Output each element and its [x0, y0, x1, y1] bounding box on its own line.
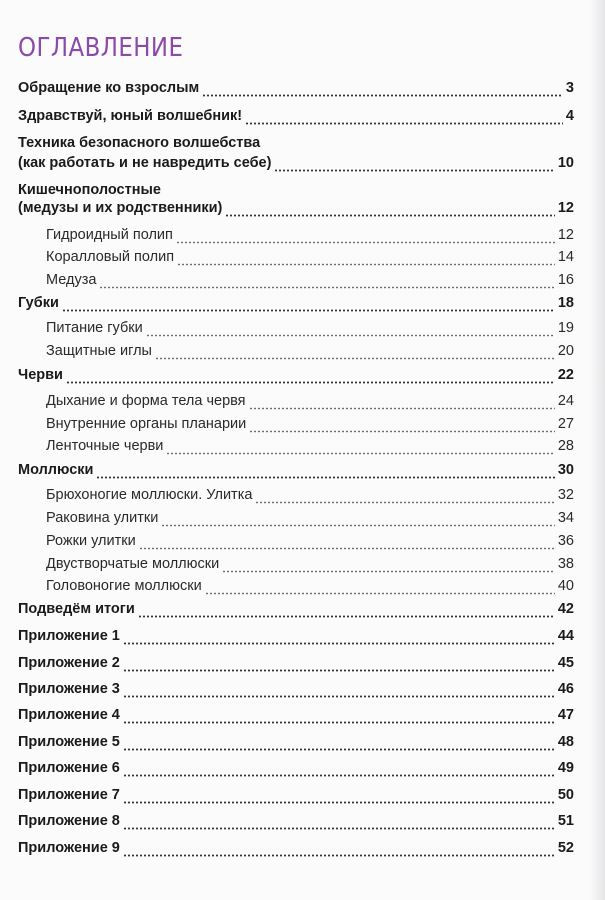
dot-leader — [99, 276, 554, 289]
toc-subentry[interactable] — [46, 437, 574, 455]
toc-entry-label: Головоногие моллюски — [46, 578, 202, 594]
toc-entry-page: 32 — [557, 487, 574, 503]
toc-entry-page: 52 — [557, 840, 574, 856]
toc-entry-label: Черви — [18, 367, 63, 383]
toc-entry-page: 14 — [557, 249, 574, 265]
toc-entry-page: 12 — [557, 200, 574, 216]
toc-entry[interactable] — [18, 199, 574, 217]
toc-subentry[interactable] — [46, 532, 574, 550]
toc-entry-label: Приложение 5 — [18, 734, 120, 750]
toc-entry-page: 34 — [557, 510, 574, 526]
toc-entry-label: (как работать и не навредить себе) — [18, 155, 272, 171]
toc-entry-page: 4 — [565, 108, 574, 124]
toc-entry-page: 51 — [557, 813, 574, 829]
dot-leader — [155, 347, 555, 360]
toc-subentry[interactable] — [46, 248, 574, 266]
toc-entry-label: Питание губки — [46, 320, 143, 336]
toc-entry-label: Дыхание и форма тела червя — [46, 393, 246, 409]
toc-entry-page: 18 — [557, 295, 574, 311]
toc-entry-label: Приложение 7 — [18, 787, 120, 803]
toc-entry-page: 46 — [557, 681, 574, 697]
toc-entry-page: 45 — [557, 655, 574, 671]
toc-entry-page: 19 — [557, 320, 574, 336]
toc-entry-page: 16 — [557, 272, 574, 288]
dot-leader — [123, 685, 555, 698]
dot-leader — [123, 711, 555, 724]
dot-leader — [225, 204, 555, 217]
toc-entry[interactable] — [18, 786, 574, 804]
toc-entry[interactable] — [18, 366, 574, 384]
toc-entry-page: 24 — [557, 393, 574, 409]
toc-subentry[interactable] — [46, 555, 574, 573]
dot-leader — [139, 537, 555, 550]
toc-entry-page: 12 — [557, 227, 574, 243]
toc-entry-label: Коралловый полип — [46, 249, 175, 265]
dot-leader — [249, 420, 555, 433]
toc-entry[interactable] — [18, 79, 574, 97]
dot-leader — [161, 514, 555, 527]
dot-leader — [62, 299, 555, 312]
toc-subentry[interactable] — [46, 226, 574, 244]
dot-leader — [66, 371, 555, 384]
dot-leader — [245, 112, 563, 125]
toc-subentry[interactable] — [46, 319, 574, 337]
toc-entry-label: Приложение 4 — [18, 707, 120, 723]
toc-entry-label: Подведём итоги — [18, 601, 135, 617]
toc-entry-page: 10 — [557, 155, 574, 171]
toc-entry[interactable] — [18, 733, 574, 751]
toc-subentry[interactable] — [46, 342, 574, 360]
toc-entry-label: Здравствуй, юный волшебник! — [18, 108, 243, 124]
toc-entry-label: Гидроидный полип — [46, 227, 173, 243]
toc-entry[interactable] — [18, 294, 574, 312]
toc-entry-page: 49 — [557, 760, 574, 776]
toc-entry[interactable] — [18, 706, 574, 724]
toc-entry-label: Приложение 8 — [18, 813, 120, 829]
dot-leader — [205, 582, 555, 595]
dot-leader — [166, 442, 554, 455]
toc-entry-page: 50 — [557, 787, 574, 803]
dot-leader — [123, 817, 555, 830]
dot-leader — [146, 324, 555, 337]
toc-entry-page: 47 — [557, 707, 574, 723]
toc-entry-page: 20 — [557, 343, 574, 359]
toc-entry-page: 3 — [565, 80, 574, 96]
dot-leader — [138, 605, 555, 618]
toc-entry[interactable] — [18, 680, 574, 698]
dot-leader — [123, 738, 555, 751]
toc-entry-label: Защитные иглы — [46, 343, 152, 359]
toc-entry-label: Приложение 1 — [18, 628, 120, 644]
dot-leader — [202, 84, 563, 97]
toc-entry-label: Моллюски — [18, 462, 94, 478]
dot-leader — [123, 764, 555, 777]
toc-entry-page: 27 — [557, 416, 574, 432]
dot-leader — [274, 159, 554, 172]
toc-entry-label: (медузы и их родственники) — [18, 200, 223, 216]
toc-entry-label: Губки — [18, 295, 59, 311]
toc-entry-label: Раковина улитки — [46, 510, 159, 526]
toc-entry-page: 30 — [557, 462, 574, 478]
toc-subentry[interactable] — [46, 271, 574, 289]
toc-entry-label: Ленточные черви — [46, 438, 164, 454]
toc-entry-page: 42 — [557, 601, 574, 617]
dot-leader — [123, 791, 555, 804]
toc-entry[interactable] — [18, 759, 574, 777]
toc-entry-label: Рожки улитки — [46, 533, 136, 549]
toc-subentry[interactable] — [46, 392, 574, 410]
dot-leader — [123, 844, 555, 857]
toc-entry-label: Двустворчатые моллюски — [46, 556, 220, 572]
toc-entry-label: Внутренние органы планарии — [46, 416, 247, 432]
toc-entry-page: 48 — [557, 734, 574, 750]
toc-entry-label: Медуза — [46, 272, 97, 288]
toc-subentry[interactable] — [46, 486, 574, 504]
toc-entry-label: Приложение 9 — [18, 840, 120, 856]
toc-entry-label: Обращение ко взрослым — [18, 80, 200, 96]
toc-entry[interactable] — [18, 627, 574, 645]
toc-entry-label: Приложение 2 — [18, 655, 120, 671]
page-title: ОГЛАВЛЕНИЕ — [18, 33, 184, 63]
toc-entry-page: 44 — [557, 628, 574, 644]
dot-leader — [176, 231, 555, 244]
dot-leader — [123, 659, 555, 672]
dot-leader — [249, 397, 555, 410]
dot-leader — [123, 632, 555, 645]
toc-entry[interactable] — [18, 600, 574, 618]
toc-subentry[interactable] — [46, 509, 574, 527]
toc-entry[interactable] — [18, 839, 574, 857]
dot-leader — [255, 491, 554, 504]
toc-entry-page: 36 — [557, 533, 574, 549]
toc-entry-page: 40 — [557, 578, 574, 594]
toc-entry-label-line1: Кишечнополостные — [18, 182, 161, 198]
dot-leader — [177, 253, 555, 266]
toc-entry-page: 22 — [557, 367, 574, 383]
toc-entry[interactable] — [18, 107, 574, 125]
dot-leader — [96, 466, 554, 479]
toc-entry-page: 28 — [557, 438, 574, 454]
toc-entry[interactable] — [18, 812, 574, 830]
toc-entry-label: Приложение 6 — [18, 760, 120, 776]
toc-entry-page: 38 — [557, 556, 574, 572]
dot-leader — [222, 560, 555, 573]
toc-entry-label: Приложение 3 — [18, 681, 120, 697]
toc-entry[interactable] — [18, 654, 574, 672]
toc-subentry[interactable] — [46, 577, 574, 595]
toc-entry-label-line1: Техника безопасного волшебства — [18, 135, 261, 151]
toc-entry[interactable] — [18, 154, 574, 172]
toc-entry-label: Брюхоногие моллюски. Улитка — [46, 487, 253, 503]
toc-entry[interactable] — [18, 461, 574, 479]
toc-subentry[interactable] — [46, 415, 574, 433]
